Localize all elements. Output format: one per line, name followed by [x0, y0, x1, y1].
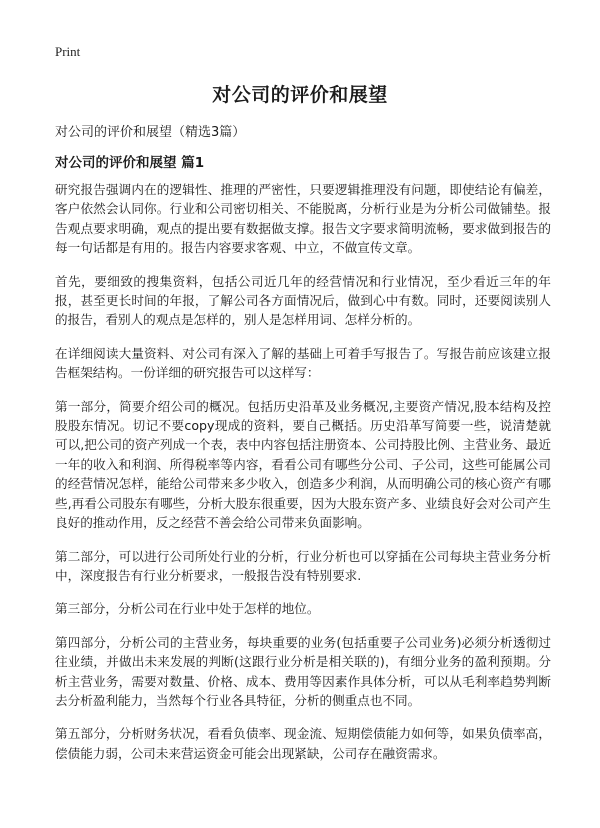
paragraph-research: 首先，要细致的搜集资料，包括公司近几年的经营情况和行业情况，至少看近三年的年报，甚至更长时间的年报，了解公司各方面情况后，做到心中有数。同时，还要阅读别人的报告，看别人的观点是怎样的，别人是怎样用词、怎样分析的。: [55, 273, 551, 328]
section-heading: 对公司的评价和展望 篇1: [55, 155, 205, 171]
document-subtitle: 对公司的评价和展望（精选3篇）: [55, 125, 246, 140]
paragraph-part-three: 第三部分，分析公司在行业中处于怎样的地位。: [55, 601, 320, 617]
paragraph-framework: 在详细阅读大量资料、对公司有深入了解的基础上可着手写报告了。写报告前应该建立报告框架结构。一份详细的研究报告可以这样写：: [55, 345, 551, 381]
paragraph-part-four: 第四部分，分析公司的主营业务，每块重要的业务(包括重要子公司业务)必须分析透彻过往业绩，并做出未来发展的判断(这跟行业分析是相关联的)，有细分业务的盈利预期。分析主营业务，需要对数量、价格、成本、费用等因素作具体分析，可以从毛利率趋势判断去分析盈利能力，当然每个行业各具特征，分析的侧重点也不同。: [55, 634, 551, 708]
document-title: 对公司的评价和展望: [212, 84, 388, 106]
paragraph-part-one: 第一部分，简要介绍公司的概况。包括历史沿革及业务概况,主要资产情况,股本结构及控股股东情况。切记不要copy现成的资料，要自己概括。历史沿革写简要一些，说清楚就可以,把公司的资产列成一个表，表中内容包括注册资本、公司持股比例、主营业务、最近一年的收入和利润、所得税率等内容，看看公司有哪些分公司、子公司，这些可能属公司的经营情况怎样，能给公司带来多少收入，创造多少利润，从而明确公司的核心资产有哪些,再看公司股东有哪些，分析大股东很重要，因为大股东资产多、业绩良好会对公司产生良好的推动作用，反之经营不善会给公司带来负面影响。: [55, 398, 551, 531]
paragraph-intro: 研究报告强调内在的逻辑性、推理的严密性，只要逻辑推理没有问题，即使结论有偏差，客户依然会认同你。行业和公司密切相关、不能脱离，分析行业是为分析公司做铺垫。报告观点要求明确，观点的提出要有数据做支撑。报告文字要求简明流畅，要求做到报告的每一句话都是有用的。报告内容要求客观、中立，不做宣传文章。: [55, 182, 551, 256]
print-link[interactable]: Print: [55, 44, 81, 59]
document-body: [55, 180, 551, 777]
paragraph-part-two: 第二部分，可以进行公司所处行业的分析，行业分析也可以穿插在公司每块主营业务分析中，深度报告有行业分析要求，一般报告没有特别要求.: [55, 548, 551, 583]
paragraph-part-five: 第五部分，分析财务状况，看看负债率、现金流、短期偿债能力如何等，如果负债率高，偿债能力弱，公司未来营运资金可能会出现紧缺，公司存在融资需求。: [55, 726, 551, 761]
